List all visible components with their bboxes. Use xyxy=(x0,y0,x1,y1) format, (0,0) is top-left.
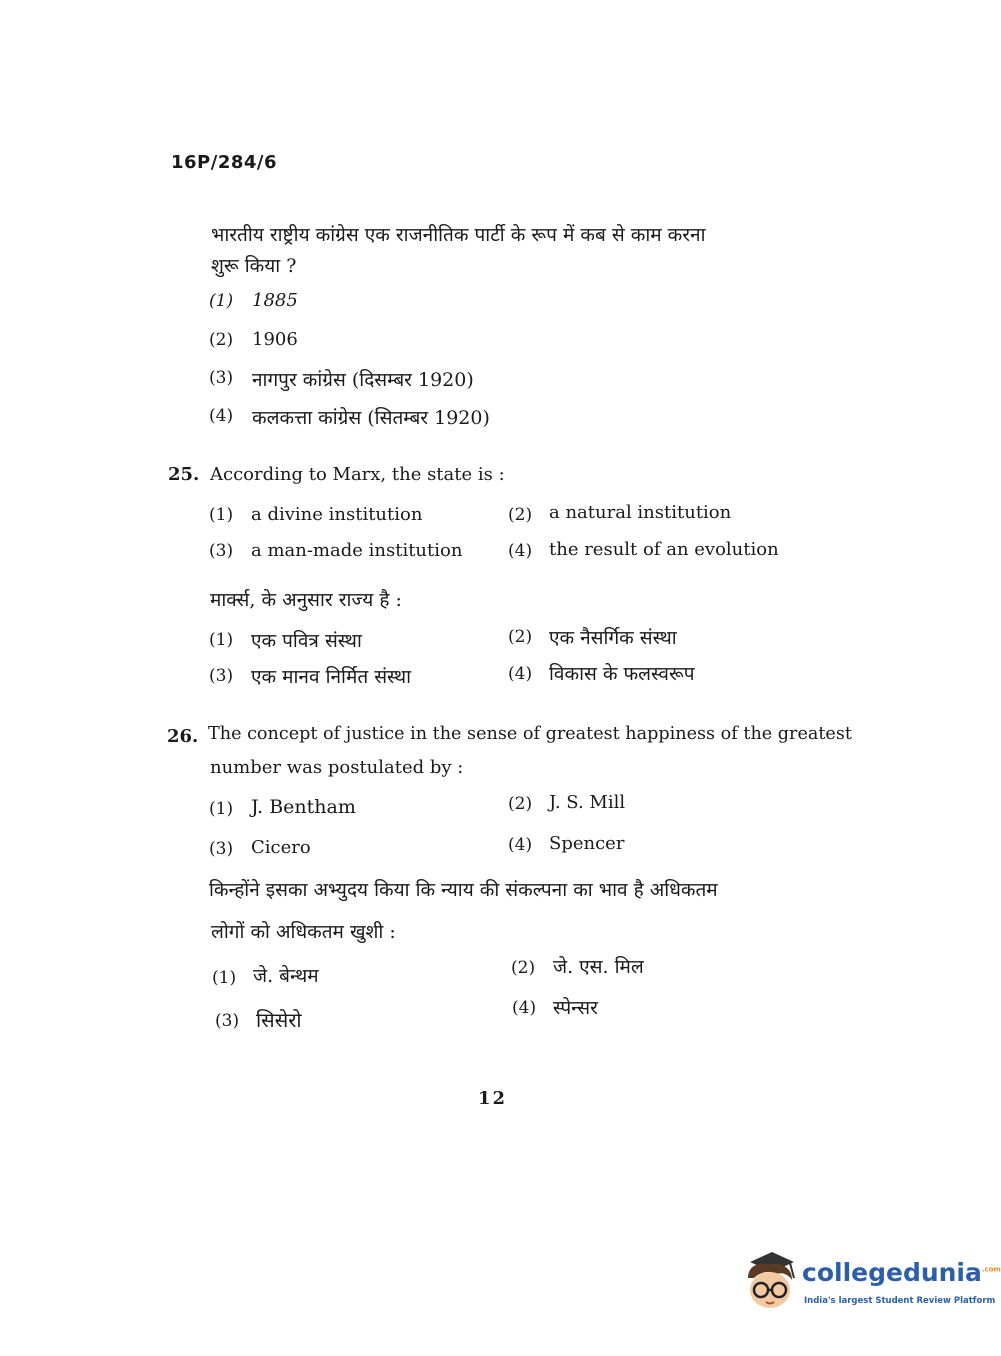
option-text: the result of an evolution xyxy=(549,539,779,560)
option-number: (1) xyxy=(209,799,234,819)
option-text: Spencer xyxy=(549,833,625,854)
option-number: (2) xyxy=(508,794,533,814)
option-text: नागपुर कांग्रेस (दिसम्बर 1920) xyxy=(252,369,474,391)
option-text: विकास के फलस्वरूप xyxy=(549,663,695,685)
question-number: 26. xyxy=(167,726,199,747)
option-number: (3) xyxy=(209,541,234,561)
option-number: (4) xyxy=(508,664,533,684)
option-text: जे. बेन्थम xyxy=(253,965,319,987)
option-number: (3) xyxy=(209,666,234,686)
page-number: 12 xyxy=(478,1088,508,1109)
question-text: शुरू किया ? xyxy=(211,255,297,277)
option-text: a divine institution xyxy=(251,504,423,525)
mascot-icon xyxy=(742,1248,802,1320)
option-number: (4) xyxy=(508,541,533,561)
logo-wordmark xyxy=(802,1258,1001,1287)
logo-tagline: India's largest Student Review Platform xyxy=(804,1296,996,1306)
question-text-hindi: मार्क्स, के अनुसार राज्य है : xyxy=(210,589,402,611)
question-number: 25. xyxy=(168,464,200,485)
option-number: (4) xyxy=(209,406,234,426)
option-number: (3) xyxy=(215,1011,240,1031)
option-text: कलकत्ता कांग्रेस (सितम्बर 1920) xyxy=(252,407,490,429)
option-number: (4) xyxy=(512,998,537,1018)
option-text: एक नैसर्गिक संस्था xyxy=(549,627,677,649)
question-text: भारतीय राष्ट्रीय कांग्रेस एक राजनीतिक पार्टी के रूप में कब से काम करना xyxy=(211,224,706,246)
option-text: जे. एस. मिल xyxy=(553,956,644,978)
option-number: (3) xyxy=(209,368,234,388)
option-number: (2) xyxy=(209,330,234,350)
option-number: (4) xyxy=(508,835,533,855)
collegedunia-logo xyxy=(742,1248,1001,1320)
question-text: The concept of justice in the sense of greatest happiness of the greatest xyxy=(208,724,852,744)
option-text: J. Bentham xyxy=(251,796,356,818)
option-text: a man-made institution xyxy=(251,540,463,561)
option-number: (2) xyxy=(511,958,536,978)
paper-code: 16P/284/6 xyxy=(171,152,277,173)
option-text: Cicero xyxy=(251,837,311,858)
option-number: (1) xyxy=(209,630,234,650)
logo-name: collegedunia xyxy=(802,1258,982,1287)
question-text-hindi: लोगों को अधिकतम खुशी : xyxy=(211,921,396,943)
logo-suffix: .com xyxy=(981,1265,1001,1274)
option-number: (2) xyxy=(508,505,533,525)
option-number: (3) xyxy=(209,839,234,859)
option-text: J. S. Mill xyxy=(549,792,626,813)
option-text: 1906 xyxy=(252,329,298,350)
option-number: (2) xyxy=(508,627,533,647)
option-text: 1885 xyxy=(252,290,298,311)
option-text: स्पेन्सर xyxy=(553,997,598,1019)
option-number: (1) xyxy=(209,291,234,311)
option-text: a natural institution xyxy=(549,502,732,523)
option-number: (1) xyxy=(209,505,234,525)
question-text: number was postulated by : xyxy=(210,757,464,778)
option-text: एक मानव निर्मित संस्था xyxy=(251,666,412,688)
question-text-hindi: किन्होंने इसका अभ्युदय किया कि न्याय की संकल्पना का भाव है अधिकतम xyxy=(209,879,718,901)
option-text: एक पवित्र संस्था xyxy=(251,630,362,652)
option-text: सिसेरो xyxy=(256,1008,302,1032)
question-text: According to Marx, the state is : xyxy=(210,464,505,485)
option-number: (1) xyxy=(212,968,237,988)
